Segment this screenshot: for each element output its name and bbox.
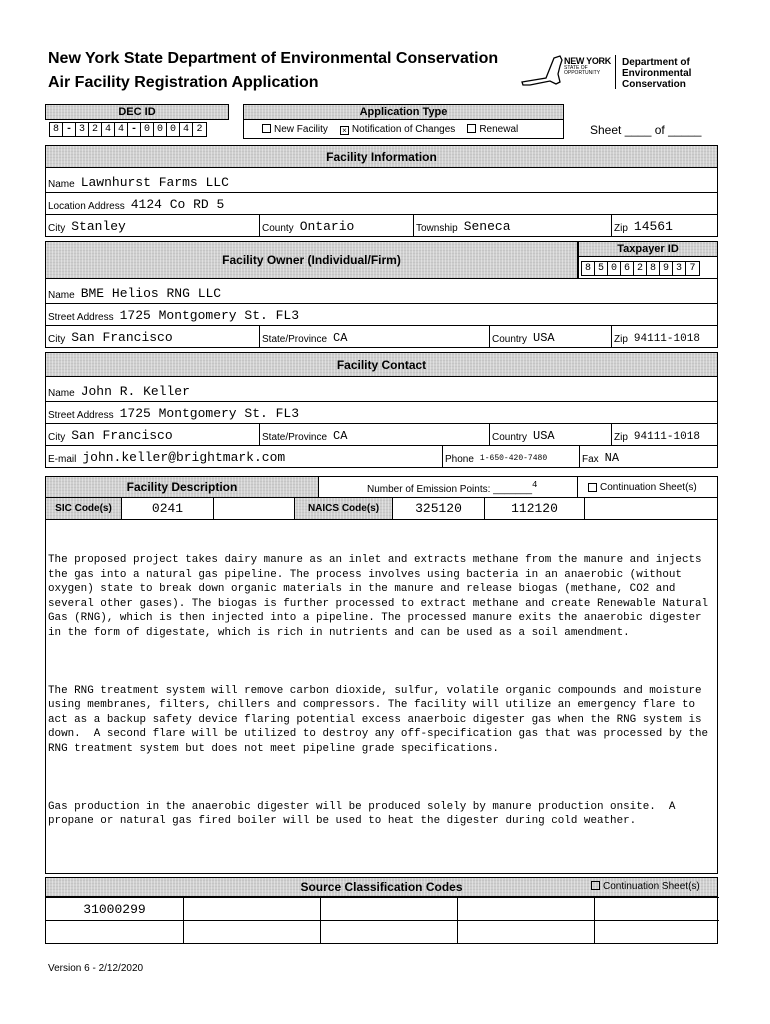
description-continuation-label: Continuation Sheet(s) bbox=[600, 481, 697, 493]
description-text bbox=[48, 524, 716, 858]
facility-info-header: Facility Information bbox=[45, 145, 718, 168]
contact-country-value[interactable]: USA bbox=[533, 429, 555, 443]
location-address-label: Location Address bbox=[48, 201, 125, 212]
contact-zip-label: Zip bbox=[614, 432, 628, 443]
renewal-checkbox[interactable] bbox=[467, 124, 476, 133]
taxpayer-id-char: 3 bbox=[673, 262, 686, 275]
application-type-options bbox=[243, 120, 564, 139]
taxpayer-id-char: 8 bbox=[647, 262, 660, 275]
taxpayer-id-char: 8 bbox=[582, 262, 595, 275]
dec-id-char: - bbox=[63, 123, 76, 136]
township-value[interactable]: Seneca bbox=[463, 219, 511, 234]
dec-id-header: DEC ID bbox=[45, 104, 229, 120]
application-type-header: Application Type bbox=[243, 104, 564, 120]
scc-table bbox=[45, 897, 718, 944]
taxpayer-id-char: 9 bbox=[660, 262, 673, 275]
owner-name-value[interactable]: BME Helios RNG LLC bbox=[80, 286, 222, 301]
facility-city-row bbox=[45, 215, 718, 237]
renewal-option[interactable] bbox=[467, 124, 518, 135]
scc-cell[interactable] bbox=[458, 920, 595, 944]
email-value[interactable]: john.keller@brightmark.com bbox=[82, 450, 286, 465]
renewal-label: Renewal bbox=[479, 123, 519, 135]
sic-code-1[interactable] bbox=[122, 498, 214, 520]
version-footer: Version 6 - 2/12/2020 bbox=[48, 963, 144, 974]
contact-street-label: Street Address bbox=[48, 410, 114, 421]
scc-cell[interactable] bbox=[46, 920, 184, 944]
facility-contact-header: Facility Contact bbox=[45, 352, 718, 377]
facility-description-header: Facility Description bbox=[45, 476, 319, 498]
notification-checkbox[interactable]: × bbox=[340, 126, 349, 135]
dec-id-char: 4 bbox=[102, 123, 115, 136]
new-facility-label: New Facility bbox=[274, 123, 328, 135]
owner-street-row bbox=[45, 304, 718, 326]
fax-value[interactable]: NA bbox=[604, 451, 620, 465]
new-facility-checkbox[interactable] bbox=[262, 124, 271, 133]
dec-id-char: 4 bbox=[180, 123, 193, 136]
scc-continuation[interactable] bbox=[591, 881, 700, 892]
dec-id-char: 0 bbox=[154, 123, 167, 136]
contact-city-value[interactable]: San Francisco bbox=[71, 428, 173, 443]
contact-city-row bbox=[45, 424, 718, 446]
facility-zip-label: Zip bbox=[614, 223, 628, 234]
scc-cell[interactable] bbox=[184, 920, 321, 944]
scc-cell[interactable]: 31000299 bbox=[46, 897, 184, 920]
owner-state-value[interactable]: CA bbox=[333, 331, 348, 345]
facility-zip-value[interactable]: 14561 bbox=[633, 219, 673, 234]
new-facility-option[interactable] bbox=[262, 124, 328, 135]
phone-label: Phone bbox=[445, 454, 474, 465]
taxpayer-id-char: 2 bbox=[634, 262, 647, 275]
naics-code-3[interactable] bbox=[585, 498, 718, 520]
logo-dept-3: Conservation bbox=[622, 79, 686, 90]
logo-tag2: OPPORTUNITY bbox=[564, 70, 601, 76]
scc-continuation-label: Continuation Sheet(s) bbox=[603, 881, 700, 892]
description-continuation-checkbox[interactable] bbox=[588, 483, 597, 492]
contact-name-row bbox=[45, 377, 718, 402]
sic-code-2[interactable] bbox=[214, 498, 295, 520]
email-label: E-mail bbox=[48, 454, 77, 465]
contact-country-label: Country bbox=[492, 432, 528, 443]
county-value[interactable]: Ontario bbox=[299, 219, 355, 234]
ny-state-outline-icon bbox=[520, 54, 564, 88]
facility-location-row bbox=[45, 193, 718, 215]
dec-id-char: 4 bbox=[115, 123, 128, 136]
naics-code-label: NAICS Code(s) bbox=[295, 498, 393, 520]
facility-name-label: Name bbox=[48, 179, 75, 190]
nys-dec-logo bbox=[520, 52, 720, 92]
taxpayer-id-char: 7 bbox=[689, 263, 696, 274]
logo-tag1: STATE OF bbox=[564, 65, 588, 71]
sic-code-label: SIC Code(s) bbox=[45, 498, 122, 520]
naics-code-1-value: 325120 bbox=[415, 501, 462, 516]
logo-divider bbox=[615, 55, 616, 89]
scc-cell[interactable] bbox=[458, 897, 595, 920]
owner-city-label: City bbox=[48, 334, 66, 345]
dec-id-char: 2 bbox=[89, 123, 102, 136]
naics-code-2-value: 112120 bbox=[511, 501, 558, 516]
sic-code-1-value: 0241 bbox=[151, 501, 184, 516]
taxpayer-id-char: 5 bbox=[595, 262, 608, 275]
dec-id-char: 3 bbox=[76, 123, 89, 136]
contact-name-value[interactable]: John R. Keller bbox=[80, 384, 190, 399]
dec-id-char: - bbox=[128, 123, 141, 136]
owner-city-row bbox=[45, 326, 718, 348]
contact-street-value[interactable]: 1725 Montgomery St. FL3 bbox=[119, 406, 300, 421]
naics-code-1[interactable] bbox=[393, 498, 485, 520]
facility-city-label: City bbox=[48, 223, 66, 234]
description-paragraph-2: The RNG treatment system will remove carbon dioxide, sulfur, volatile organic compounds and moisture using membranes, filters, chillers and compressors. The facility will utilize an emergency flare to act as a backup safety device flaring potential excess anaerboic digester gas when the RNG system is down. A second flare will be utilized to destroy any off-specification gas that was processed by the RNG treatment system but does not meet pipeline grade specifications. bbox=[48, 684, 715, 755]
owner-country-value[interactable]: USA bbox=[533, 331, 555, 345]
form-title: Air Facility Registration Application bbox=[48, 74, 319, 91]
logo-dept-1: Department of bbox=[622, 57, 690, 68]
owner-name-row bbox=[45, 279, 718, 304]
emission-points-value[interactable]: 4 bbox=[532, 480, 538, 490]
logo-state: NEW YORK bbox=[564, 56, 611, 66]
owner-country-label: Country bbox=[492, 334, 528, 345]
county-label: County bbox=[262, 223, 294, 234]
scc-title: Source Classification Codes bbox=[300, 880, 463, 894]
scc-cell[interactable] bbox=[321, 920, 458, 944]
taxpayer-id-char: 0 bbox=[608, 262, 621, 275]
description-paragraph-3: Gas production in the anaerobic digester will be produced solely by manure production onsite. A propane or natural gas fired boiler will be used to heat the digester during cold weather. bbox=[48, 800, 682, 827]
taxpayer-id-header: Taxpayer ID bbox=[578, 241, 718, 257]
description-paragraph-1: The proposed project takes dairy manure as an inlet and extracts methane from the manure and injects the gas into a natural gas pipeline. The process involves using bacteria in an anaerobic (without oxygen) state to break down organic materials in the manure and release biogas (methane, CO2 and several other gases). The biogas is further processed to extract methane and create Renewable Natural Gas (RNG), which is then injected into a pipeline. The processed manure exits the anaerobic digester in the form of digestate, which is rich in nutrients and can be used as a soil amendment. bbox=[48, 554, 715, 639]
emission-points-cell bbox=[319, 476, 578, 498]
township-label: Township bbox=[416, 223, 458, 234]
description-continuation[interactable] bbox=[578, 476, 718, 498]
contact-email-row bbox=[45, 446, 718, 468]
facility-name-row bbox=[45, 168, 718, 193]
scc-continuation-checkbox[interactable] bbox=[591, 881, 600, 890]
emission-points-label: Number of Emission Points: _______ bbox=[367, 484, 533, 495]
facility-city-value[interactable]: Stanley bbox=[71, 219, 126, 234]
owner-city-value[interactable]: San Francisco bbox=[71, 330, 173, 345]
taxpayer-id-char: 6 bbox=[621, 262, 634, 275]
dec-id-field[interactable] bbox=[49, 122, 207, 137]
notification-option[interactable] bbox=[340, 124, 455, 135]
dec-id-char: 0 bbox=[141, 123, 154, 136]
facility-owner-header: Facility Owner (Individual/Firm) bbox=[45, 241, 578, 279]
notification-label: Notification of Changes bbox=[351, 123, 456, 135]
dec-id-char: 0 bbox=[167, 123, 180, 136]
location-address-value[interactable]: 4124 Co RD 5 bbox=[130, 197, 225, 212]
contact-name-label: Name bbox=[48, 388, 75, 399]
logo-dept-2: Environmental bbox=[622, 68, 692, 79]
naics-code-2[interactable] bbox=[485, 498, 585, 520]
facility-name-value[interactable]: Lawnhurst Farms LLC bbox=[80, 175, 229, 190]
owner-zip-value[interactable]: 94111-1018 bbox=[633, 333, 700, 345]
scc-cell[interactable] bbox=[595, 920, 719, 944]
scc-cell[interactable] bbox=[321, 897, 458, 920]
owner-zip-label: Zip bbox=[614, 334, 628, 345]
taxpayer-id-field[interactable] bbox=[581, 261, 700, 276]
phone-value[interactable]: 1-650-420-7480 bbox=[479, 454, 548, 463]
agency-title: New York State Department of Environmental Conservation bbox=[48, 50, 499, 67]
dec-id-char: 2 bbox=[196, 124, 203, 135]
dec-id-char: 8 bbox=[50, 123, 63, 136]
contact-state-value[interactable]: CA bbox=[333, 429, 348, 443]
contact-state-label: State/Province bbox=[262, 432, 328, 443]
contact-street-row bbox=[45, 402, 718, 424]
owner-street-label: Street Address bbox=[48, 312, 114, 323]
owner-state-label: State/Province bbox=[262, 334, 328, 345]
scc-cell[interactable] bbox=[184, 897, 321, 920]
owner-street-value[interactable]: 1725 Montgomery St. FL3 bbox=[119, 308, 300, 323]
fax-label: Fax bbox=[582, 454, 599, 465]
contact-city-label: City bbox=[48, 432, 66, 443]
owner-name-label: Name bbox=[48, 290, 75, 301]
scc-cell[interactable] bbox=[595, 897, 719, 920]
sheet-counter: Sheet ____ of _____ bbox=[590, 123, 702, 137]
contact-zip-value[interactable]: 94111-1018 bbox=[633, 431, 700, 443]
